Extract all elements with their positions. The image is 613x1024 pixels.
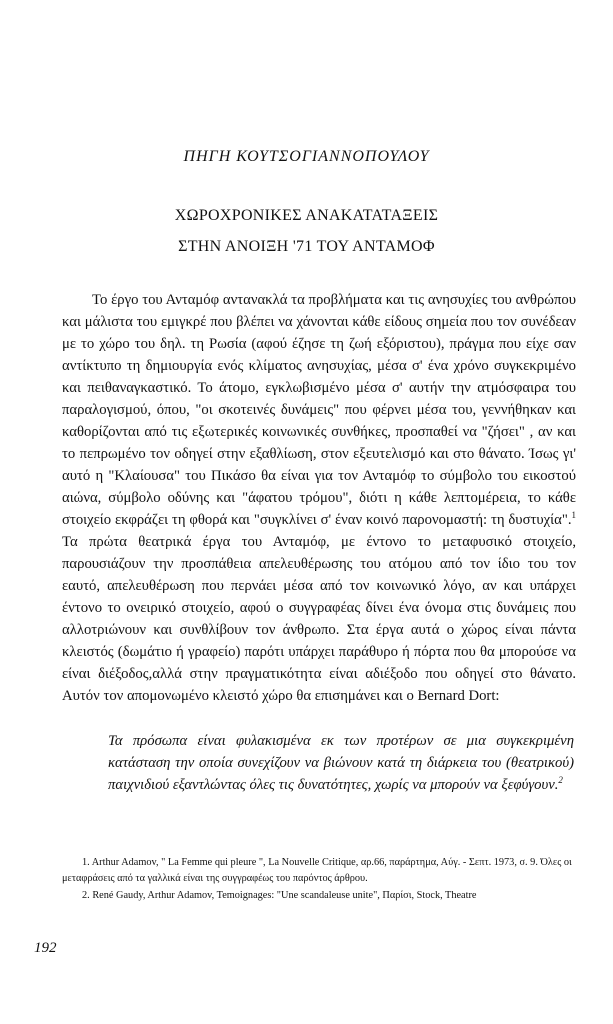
quote-text: Τα πρόσωπα είναι φυλακισμένα εκ των προτέρων σε μια συγκεκριμένη κατάσταση την οποία συνεχίζουν να βιώνουν κατά τη διάρκεια του (θεατρικού) παιχνιδιού εξαντλώντας όλες τις δυνατότητες, χωρίς να μπορούν να ξεφύγουν.	[108, 733, 574, 793]
footnote-2	[62, 888, 576, 904]
author-name: ΠΗΓΗ ΚΟΥΤΣΟΓΙΑΝΝΟΠΟΥΛΟΥ	[183, 148, 430, 165]
footnote-1-text: Arthur Adamov, " La Femme qui pleure ", La Nouvelle Critique, αρ.66, παράρτημα, Αύγ. - Σεπτ. 1973, σ. 9. Όλες οι μεταφράσεις από τα γαλλικά είναι της συγγραφέως του παρόντος άρθρου.	[62, 857, 572, 884]
footnote-ref-1: 1	[571, 510, 576, 521]
footnote-2-text: René Gaudy, Arthur Adamov, Temoignages: "Une scandaleuse unite", Παρίσι, Stock, Theatre	[92, 890, 477, 901]
article-title	[0, 200, 613, 262]
footnote-2-number: 2.	[82, 890, 90, 901]
footnote-1	[62, 855, 576, 887]
paragraph-part-2: Τα πρώτα θεατρικά έργα του Ανταμόφ, με έντονο το μεταφυσικό στοιχείο, παρουσιάζουν την προσπάθεια απελευθέρωσης του ατόμου από τον ίδιο του τον εαυτό, απελευθέρωση που περνάει μέσα από τον κοινωνικό λόγο, αν και υπάρχει έντονο το ονειρικό στοιχείο, αφού ο συγγραφέας δίνει ένα όνομα στις δυνάμεις που αλλοτριώνουν και συνθλίβουν τον άνθρωπο. Στα έργα αυτά ο χώρος είναι πάντα κλειστός (δωμάτιο ή γραφείο) παρότι υπάρχει παράθυρο ή πόρτα που θα μπορούσε να είναι διέξοδος,αλλά στην πραγματικότητα είναι αδιέξοδο που οδηγεί στο θάνατο. Αυτόν τον απομονωμένο κλειστό χώρο θα επισημάνει και ο Bernard Dort:	[62, 534, 576, 704]
main-paragraph	[62, 289, 576, 707]
title-line-1: ΧΩΡΟΧΡΟΝΙΚΕΣ ΑΝΑΚΑΤΑΤΑΞΕΙΣ	[174, 207, 439, 224]
paragraph-part-1: Το έργο του Ανταμόφ αντανακλά τα προβλήματα και τις ανησυχίες του ανθρώπου και μάλιστα του εμιγκρέ που βλέπει να χάνονται κάθε είδους σημεία που τον συνέδεαν με το χώρο του δηλ. τη Ρωσία (αφού έζησε τη ζωή εξόριστου), πράγμα που είχε σαν αντίκτυπο τη δημιουργία ενός κλίματος ανησυχίας, μέσα σ' ένα χρόνο συγκεκριμένο και πειθαναγκαστικό. Το άτομο, εγκλωβισμένο μέσα σ' αυτήν την ατμόσφαιρα του παραλογισμού, όπου, "οι σκοτεινές δυνάμεις" που φέρνει μέσα του, γεννήθηκαν και καθορίζονται από τις εξωτερικές κοινωνικές συνθήκες, προσπαθεί να "ζήσει" , αν και το πεπρωμένο τον οδηγεί στην εξαθλίωση, στον εξευτελισμό και στο θάνατο. Ίσως γι' αυτό η "Κλαίουσα" του Πικάσο θα είναι για τον Ανταμόφ το σύμβολο του εικοστού αιώνα, σύμβολο οδύνης και "άφατου τρόμου", διότι η κάθε λεπτομέρεια, το κάθε στοιχείο εκφράζει τη φθορά και "συγκλίνει σ' έναν κοινό παρονομαστή: τη δυστυχία".	[62, 292, 576, 528]
page-number: 192	[34, 940, 57, 956]
footnote-ref-2: 2	[558, 775, 563, 786]
block-quote	[108, 730, 574, 796]
title-line-2: ΣΤΗΝ ΑΝΟΙΞΗ '71 ΤΟΥ ΑΝΤΑΜΟΦ	[178, 238, 435, 255]
body-text	[62, 289, 576, 707]
footnote-1-number: 1.	[82, 857, 90, 868]
